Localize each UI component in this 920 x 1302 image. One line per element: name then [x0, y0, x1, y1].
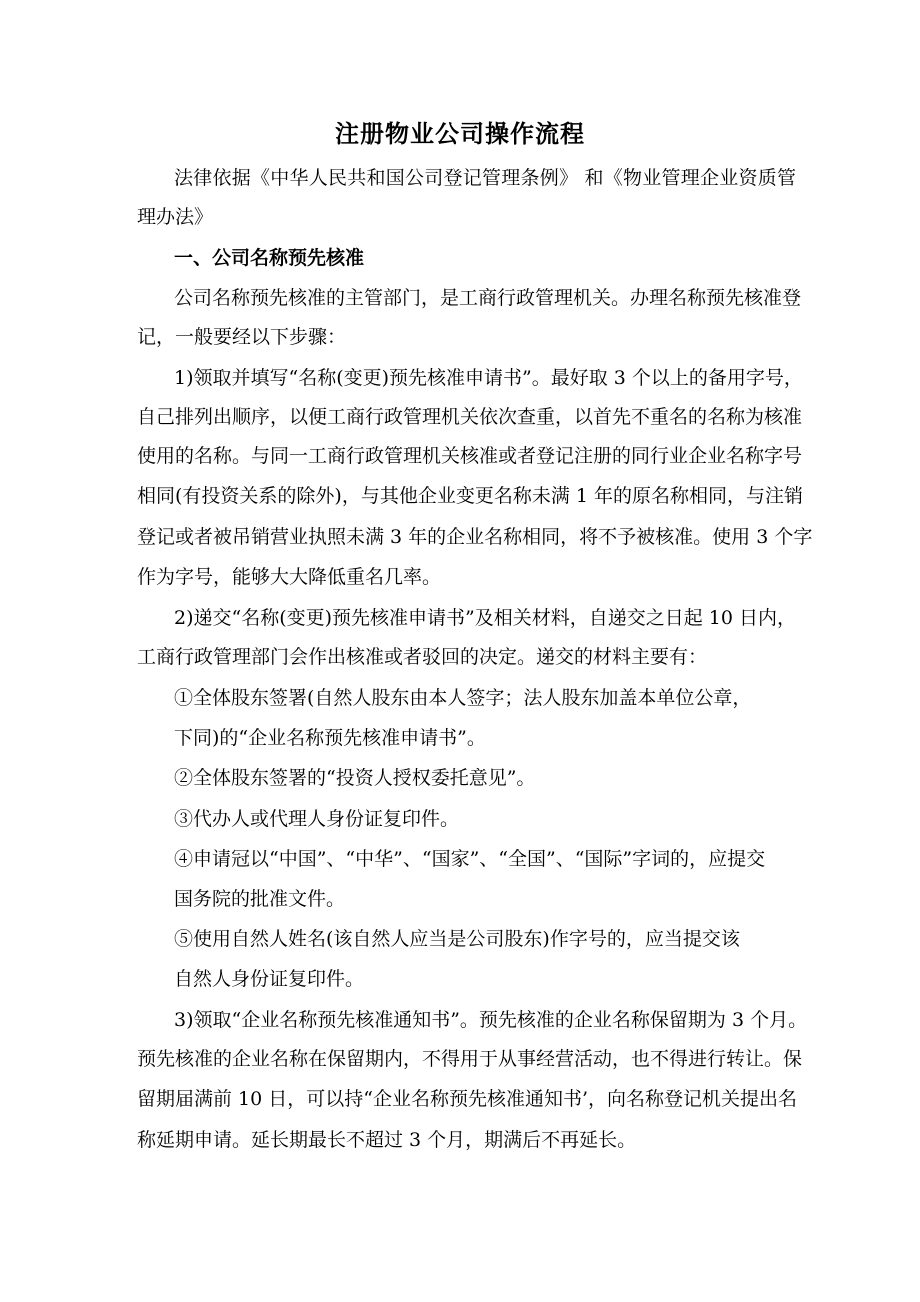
paragraph-line: 自己排列出顺序，以便工商行政管理机关依次查重，以首先不重名的名称为核准 [137, 406, 803, 428]
paragraph-line: 登记或者被吊销营业执照未满 3 年的企业名称相同，将不予被核准。使用 3 个字 [137, 526, 813, 548]
paragraph-line: 3)领取“企业名称预先核准通知书”。预先核准的企业名称保留期为 3 个月。 [174, 1009, 808, 1031]
list-item-line: ③代办人或代理人身份证复印件。 [174, 808, 460, 830]
paragraph-line: 1)领取并填写“名称(变更)预先核准申请书”。最好取 3 个以上的备用字号， [174, 367, 803, 389]
list-item-line: ④申请冠以“中国”、“中华”、“国家”、“全国”、“国际”字词的，应提交 [174, 848, 766, 870]
paragraph-line: 公司名称预先核准的主管部门，是工商行政管理机关。办理名称预先核准登 [174, 287, 802, 309]
list-item-line: 自然人身份证复印件。 [174, 968, 365, 990]
paragraph-line: 工商行政管理部门会作出核准或者驳回的决定。递交的材料主要有： [137, 646, 708, 668]
paragraph-line: 留期届满前 10 日，可以持“企业名称预先核准通知书’，向名称登记机关提出名 [137, 1088, 798, 1110]
paragraph-line: 理办法》 [137, 206, 214, 228]
list-item-line: 下同)的“企业名称预先核准申请书”。 [174, 727, 486, 749]
paragraph-line: 记，一般要经以下步骤： [137, 326, 347, 348]
list-item-line: ⑤使用自然人姓名(该自然人应当是公司股东)作字号的，应当提交该 [174, 928, 740, 950]
paragraph-line: 法律依据《中华人民共和国公司登记管理条例》 和《物业管理企业资质管 [174, 167, 796, 189]
paragraph-line: 2)递交“名称(变更)预先核准申请书”及相关材料，自递交之日起 10 日内， [174, 607, 797, 629]
list-item-line: ②全体股东签署的“投资人授权委托意见”。 [174, 767, 536, 789]
list-item-line: ①全体股东签署(自然人股东由本人签字；法人股东加盖本单位公章， [174, 687, 752, 709]
paragraph-line: 称延期申请。延长期最长不超过 3 个月，期满后不再延长。 [137, 1129, 637, 1151]
section-heading: 一、公司名称预先核准 [174, 247, 365, 269]
paragraph-line: 预先核准的企业名称在保留期内，不得用于从事经营活动，也不得进行转让。保 [137, 1048, 803, 1070]
paragraph-line: 使用的名称。与同一工商行政管理机关核准或者登记注册的同行业企业名称字号 [137, 445, 803, 467]
list-item-line: 国务院的批准文件。 [174, 888, 346, 910]
paragraph-line: 作为字号，能够大大降低重名几率。 [137, 566, 442, 588]
paragraph-line: 相同(有投资关系的除外)，与其他企业变更名称未满 1 年的原名称相同，与注销 [137, 485, 803, 507]
document-title: 注册物业公司操作流程 [335, 119, 585, 148]
